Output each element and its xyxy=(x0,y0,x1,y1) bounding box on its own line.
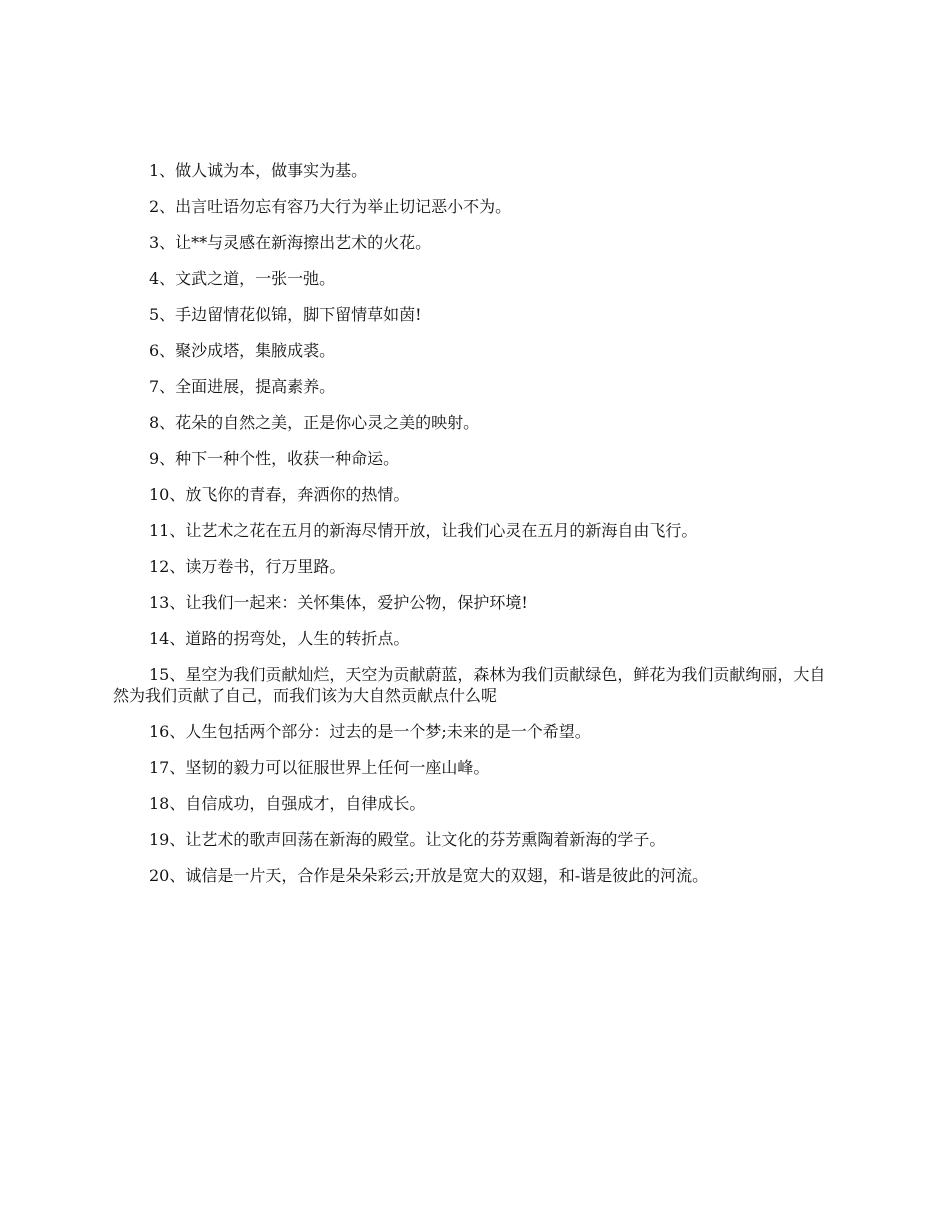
list-item: 2、出言吐语勿忘有容乃大行为举止切记恶小不为。 xyxy=(149,197,512,216)
list-item: 15、星空为我们贡献灿烂，天空为贡献蔚蓝，森林为我们贡献绿色，鲜花为我们贡献绚丽，大自然为我们贡献了自己，而我们该为大自然贡献点什么呢 xyxy=(113,665,826,705)
list-item: 19、让艺术的歌声回荡在新海的殿堂。让文化的芬芳熏陶着新海的学子。 xyxy=(149,830,666,849)
list-item: 16、人生包括两个部分：过去的是一个梦;未来的是一个希望。 xyxy=(149,722,591,741)
list-item: 7、全面进展，提高素养。 xyxy=(149,377,336,396)
list-item: 13、让我们一起来：关怀集体，爱护公物，保护环境! xyxy=(149,593,528,612)
list-item: 1、做人诚为本，做事实为基。 xyxy=(149,161,368,180)
list-item: 9、种下一种个性，收获一种命运。 xyxy=(149,449,400,468)
list-item: 8、花朵的自然之美，正是你心灵之美的映射。 xyxy=(149,413,480,432)
list-item: 17、坚韧的毅力可以征服世界上任何一座山峰。 xyxy=(149,758,490,777)
list-item: 11、让艺术之花在五月的新海尽情开放，让我们心灵在五月的新海自由飞行。 xyxy=(149,521,698,540)
list-item: 6、聚沙成塔，集腋成裘。 xyxy=(149,341,336,360)
list-item: 14、道路的拐弯处，人生的转折点。 xyxy=(149,629,410,648)
list-item: 3、让**与灵感在新海擦出艺术的火花。 xyxy=(149,233,432,252)
list-item: 12、读万卷书，行万里路。 xyxy=(149,557,346,576)
list-item: 5、手边留情花似锦，脚下留情草如茵! xyxy=(149,305,422,324)
list-item: 18、自信成功，自强成才，自律成长。 xyxy=(149,794,426,813)
list-item: 20、诚信是一片天，合作是朵朵彩云;开放是宽大的双翅，和-谐是彼此的河流。 xyxy=(149,866,709,885)
list-item: 10、放飞你的青春，奔洒你的热情。 xyxy=(149,485,410,504)
list-item: 4、文武之道，一张一弛。 xyxy=(149,269,336,288)
document-body xyxy=(113,160,828,901)
